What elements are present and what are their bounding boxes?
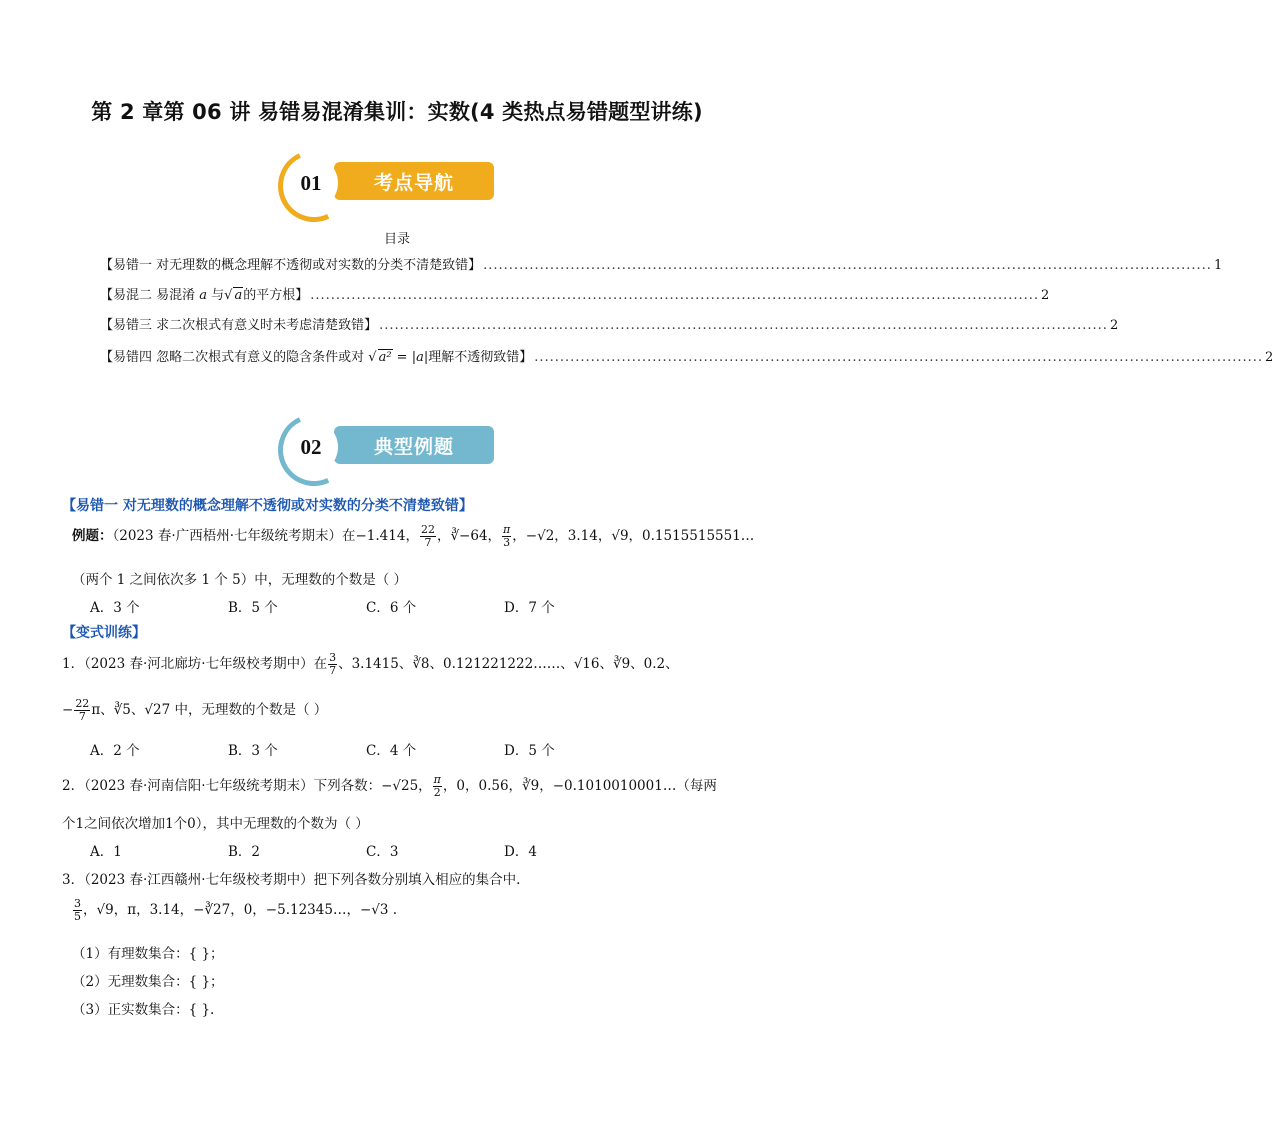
toc-entry-label: 【易错一 对无理数的概念理解不透彻或对实数的分类不清楚致错】 xyxy=(100,258,482,273)
question-3-line2: $\frac{3}{5}$ ，√9，π，3.14，−∛27，0，−5.12345…，−√3 . xyxy=(74,897,398,923)
toc-entry-1[interactable] xyxy=(100,254,1223,273)
option-b[interactable]: B．2 xyxy=(228,844,261,860)
example-question: 例题：（2023 春·广西梧州·七年级统考期末）在−1.414， $\frac{22}{7}$ ，∛−64， $\frac{\pi}{3}$ ，−√2，3.14，√9，0.1515515551… xyxy=(72,523,755,549)
question-1-line1: 1．（2023 春·河北廊坊·七年级校考期中）在 $\frac{3}{7}$ 、3.1415、∛8、0.121221222……、√16、∛9、0.2、 xyxy=(62,651,679,677)
question-3-line1: 3．（2023 春·江西赣州·七年级校考期中）把下列各数分别填入相应的集合中. xyxy=(62,872,521,888)
toc-page-number: 2 xyxy=(1265,350,1273,365)
fraction: $\frac{\pi}{2}$ xyxy=(433,773,441,799)
toc-title: 目录 xyxy=(383,232,410,247)
rational-set-blank[interactable]: （1）有理数集合：{ }； xyxy=(72,946,224,962)
toc-leader-dots: .............................................................................................................................................. xyxy=(379,318,1108,333)
option-d[interactable]: D．4 xyxy=(504,844,537,860)
variant-training-heading: 【变式训练】 xyxy=(62,625,146,641)
option-a[interactable]: A．1 xyxy=(90,844,122,860)
banner-number: 01 xyxy=(284,156,338,210)
option-c[interactable]: C．6 个 xyxy=(366,600,417,616)
fraction: $\frac{22}{7}$ xyxy=(75,697,90,723)
fraction: $\frac{\pi}{3}$ xyxy=(503,523,511,549)
option-b[interactable]: B．3 个 xyxy=(228,743,278,759)
toc-entry-4[interactable] xyxy=(100,346,1273,365)
option-b[interactable]: B．5 个 xyxy=(228,600,278,616)
banner-label: 典型例题 xyxy=(334,426,494,464)
question-1-line2: − $\frac{22}{7}$ π、∛5、√27 中，无理数的个数是（ ） xyxy=(62,697,328,723)
question-1-options xyxy=(90,739,690,759)
toc-leader-dots: .............................................................................................................................................. xyxy=(310,288,1040,303)
fraction: $\frac{3}{5}$ xyxy=(74,897,81,923)
option-a[interactable]: A．3 个 xyxy=(90,600,140,616)
fraction: $\frac{3}{7}$ xyxy=(329,651,337,677)
banner-number: 02 xyxy=(284,420,338,474)
toc-entry-label: 【易错四 忽略二次根式有意义的隐含条件或对 √ a² = |a|理解不透彻致错】 xyxy=(100,350,533,365)
section-heading-error-1: 【易错一 对无理数的概念理解不透彻或对实数的分类不清楚致错】 xyxy=(62,498,473,514)
banner-label: 考点导航 xyxy=(334,162,494,200)
toc-entry-3[interactable] xyxy=(100,314,1119,333)
irrational-set-blank[interactable]: （2）无理数集合：{ }； xyxy=(72,974,224,990)
example-question-line2: （两个 1 之间依次多 1 个 5）中，无理数的个数是（ ） xyxy=(72,572,408,588)
toc-entry-label: 【易混二 易混淆 a 与√ a的平方根】 xyxy=(100,288,309,303)
fraction: $\frac{22}{7}$ xyxy=(420,523,435,549)
toc-entry-label: 【易错三 求二次根式有意义时未考虑清楚致错】 xyxy=(100,318,378,333)
toc-leader-dots: .............................................................................................................................................. xyxy=(483,258,1212,273)
section-banner-nav xyxy=(284,154,524,214)
option-d[interactable]: D．5 个 xyxy=(504,743,555,759)
toc-entry-2[interactable] xyxy=(100,284,1050,303)
option-a[interactable]: A．2 个 xyxy=(90,743,140,759)
toc-page-number: 2 xyxy=(1041,288,1050,303)
page-title: 第 2 章第 06 讲 易错易混淆集训：实数(4 类热点易错题型讲练) xyxy=(91,100,703,124)
toc-page-number: 2 xyxy=(1109,318,1119,333)
option-d[interactable]: D．7 个 xyxy=(504,600,555,616)
toc-leader-dots: .............................................................................................................................................. xyxy=(534,350,1264,365)
positive-real-set-blank[interactable]: （3）正实数集合：{ }. xyxy=(72,1002,215,1018)
toc-page-number: 1 xyxy=(1213,258,1223,273)
option-c[interactable]: C．4 个 xyxy=(366,743,417,759)
example-options xyxy=(90,596,690,616)
question-2-options xyxy=(90,840,690,860)
question-2-line2: 个1之间依次增加1个0），其中无理数的个数为（ ） xyxy=(62,816,369,832)
question-2-line1: 2．（2023 春·河南信阳·七年级统考期末）下列各数：−√25， $\frac{\pi}{2}$ ，0，0.56，∛9，−0.1010010001…（每两 xyxy=(62,773,717,799)
option-c[interactable]: C．3 xyxy=(366,844,399,860)
section-banner-examples xyxy=(284,418,524,478)
